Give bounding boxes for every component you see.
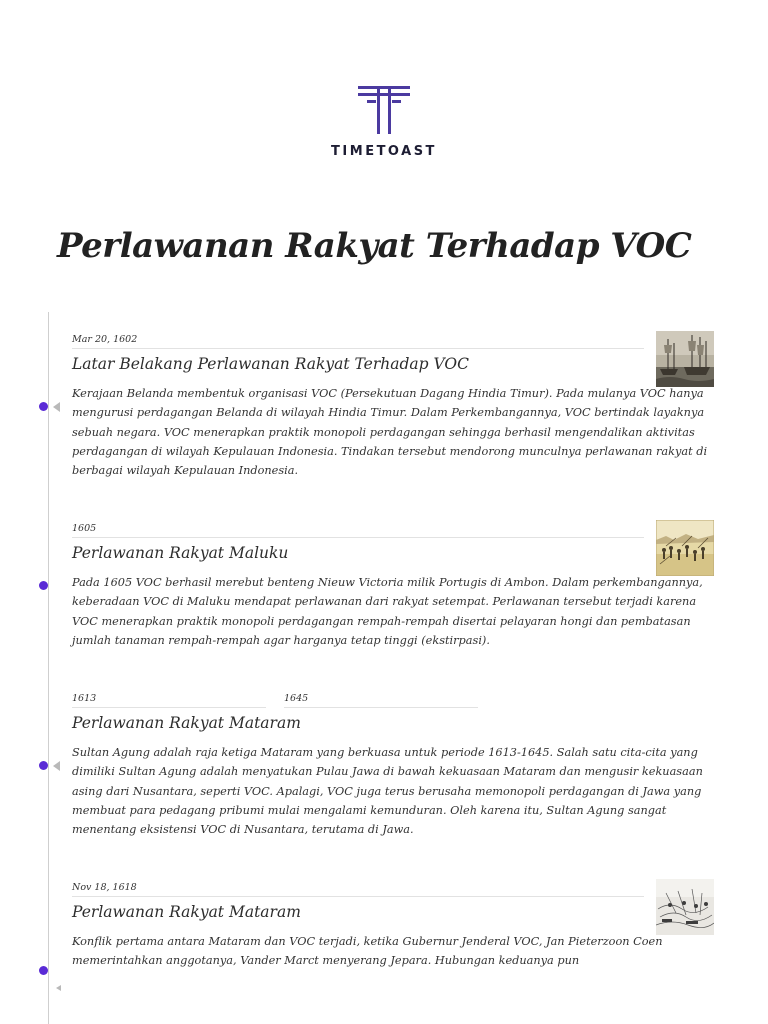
- timetoast-logo-icon: [358, 86, 410, 134]
- event-end-date: 1645: [284, 693, 309, 704]
- event-description: Kerajaan Belanda membentuk organisasi VOC (Persekutuan Dagang Hindia Timur). Pada mulanya VOC hanya mengurusi perdagangan Belanda di wilayah Hindia Timur. Dalam Perkembangannya, VOC bertindak layaknya sebuah negara. VOC menerapkan praktik monopoli perdagangan sehingga berhasil mengendalikan aktivitas perdagangan di wilayah Kepulauan Indonesia. Tindakan tersebut mendorong munculnya perlawanan rakyat di berbagai wilayah Kepulauan Indonesia.: [72, 387, 708, 478]
- event-date: Mar 20, 1602: [72, 334, 138, 345]
- end-date-divider: [284, 707, 478, 708]
- logo-wordmark: TIMETOAST: [331, 144, 437, 159]
- timeline-dot: [39, 966, 48, 975]
- timeline-arrow-icon: [53, 761, 60, 771]
- page-title: Perlawanan Rakyat Terhadap VOC: [57, 226, 692, 266]
- event-date: 1605: [72, 523, 97, 534]
- date-divider: [72, 707, 266, 708]
- timetoast-logo[interactable]: [0, 86, 768, 159]
- event-title: Perlawanan Rakyat Mataram: [72, 714, 301, 732]
- date-divider: [72, 896, 644, 897]
- event-title: Perlawanan Rakyat Mataram: [72, 903, 301, 921]
- timeline-dot: [39, 402, 48, 411]
- event-description: Konflik pertama antara Mataram dan VOC terjadi, ketika Gubernur Jenderal VOC, Jan Pieterzoon Coen memerintahkan anggotanya, Vander Marct menyerang Jepara. Hubungan keduanya pun: [72, 935, 663, 968]
- event-title: Latar Belakang Perlawanan Rakyat Terhadap VOC: [72, 355, 469, 373]
- timeline-dot: [39, 761, 48, 770]
- event-image-ships[interactable]: [656, 331, 714, 387]
- event-title: Perlawanan Rakyat Maluku: [72, 544, 289, 562]
- event-date: 1613: [72, 693, 97, 704]
- timeline-line: [48, 312, 49, 1024]
- event-image-engraving[interactable]: [656, 879, 714, 935]
- event-description: Pada 1605 VOC berhasil merebut benteng Nieuw Victoria milik Portugis di Ambon. Dalam perkembangannya, keberadaan VOC di Maluku mendapat perlawanan dari rakyat setempat. Perlawanan tersebut terjadi karena VOC menerapkan praktik monopoli perdagangan rempah-rempah disertai pelayaran hongi dan pembatasan jumlah tanaman rempah-rempah agar harganya tetap tinggi (ekstirpasi).: [72, 576, 703, 647]
- timeline-dot: [39, 581, 48, 590]
- event-image-battle[interactable]: [656, 520, 714, 576]
- date-divider: [72, 537, 644, 538]
- timeline-arrow-icon: [53, 402, 60, 412]
- date-divider: [72, 348, 644, 349]
- event-date: Nov 18, 1618: [72, 882, 137, 893]
- event-description: Sultan Agung adalah raja ketiga Mataram yang berkuasa untuk periode 1613-1645. Salah satu cita-cita yang dimiliki Sultan Agung adalah menyatukan Pulau Jawa di bawah kekuasaan Mataram dan mengusir kekuasaan asing dari Nusantara, seperti VOC. Apalagi, VOC juga terus berusaha memonopoli perdagangan di Jawa yang membuat para pedagang pribumi mulai mengalami kemunduran. Oleh karena itu, Sultan Agung sangat menentang eksistensi VOC di Nusantara, terutama di Jawa.: [72, 746, 703, 837]
- timeline-end-arrow-icon: [56, 985, 61, 991]
